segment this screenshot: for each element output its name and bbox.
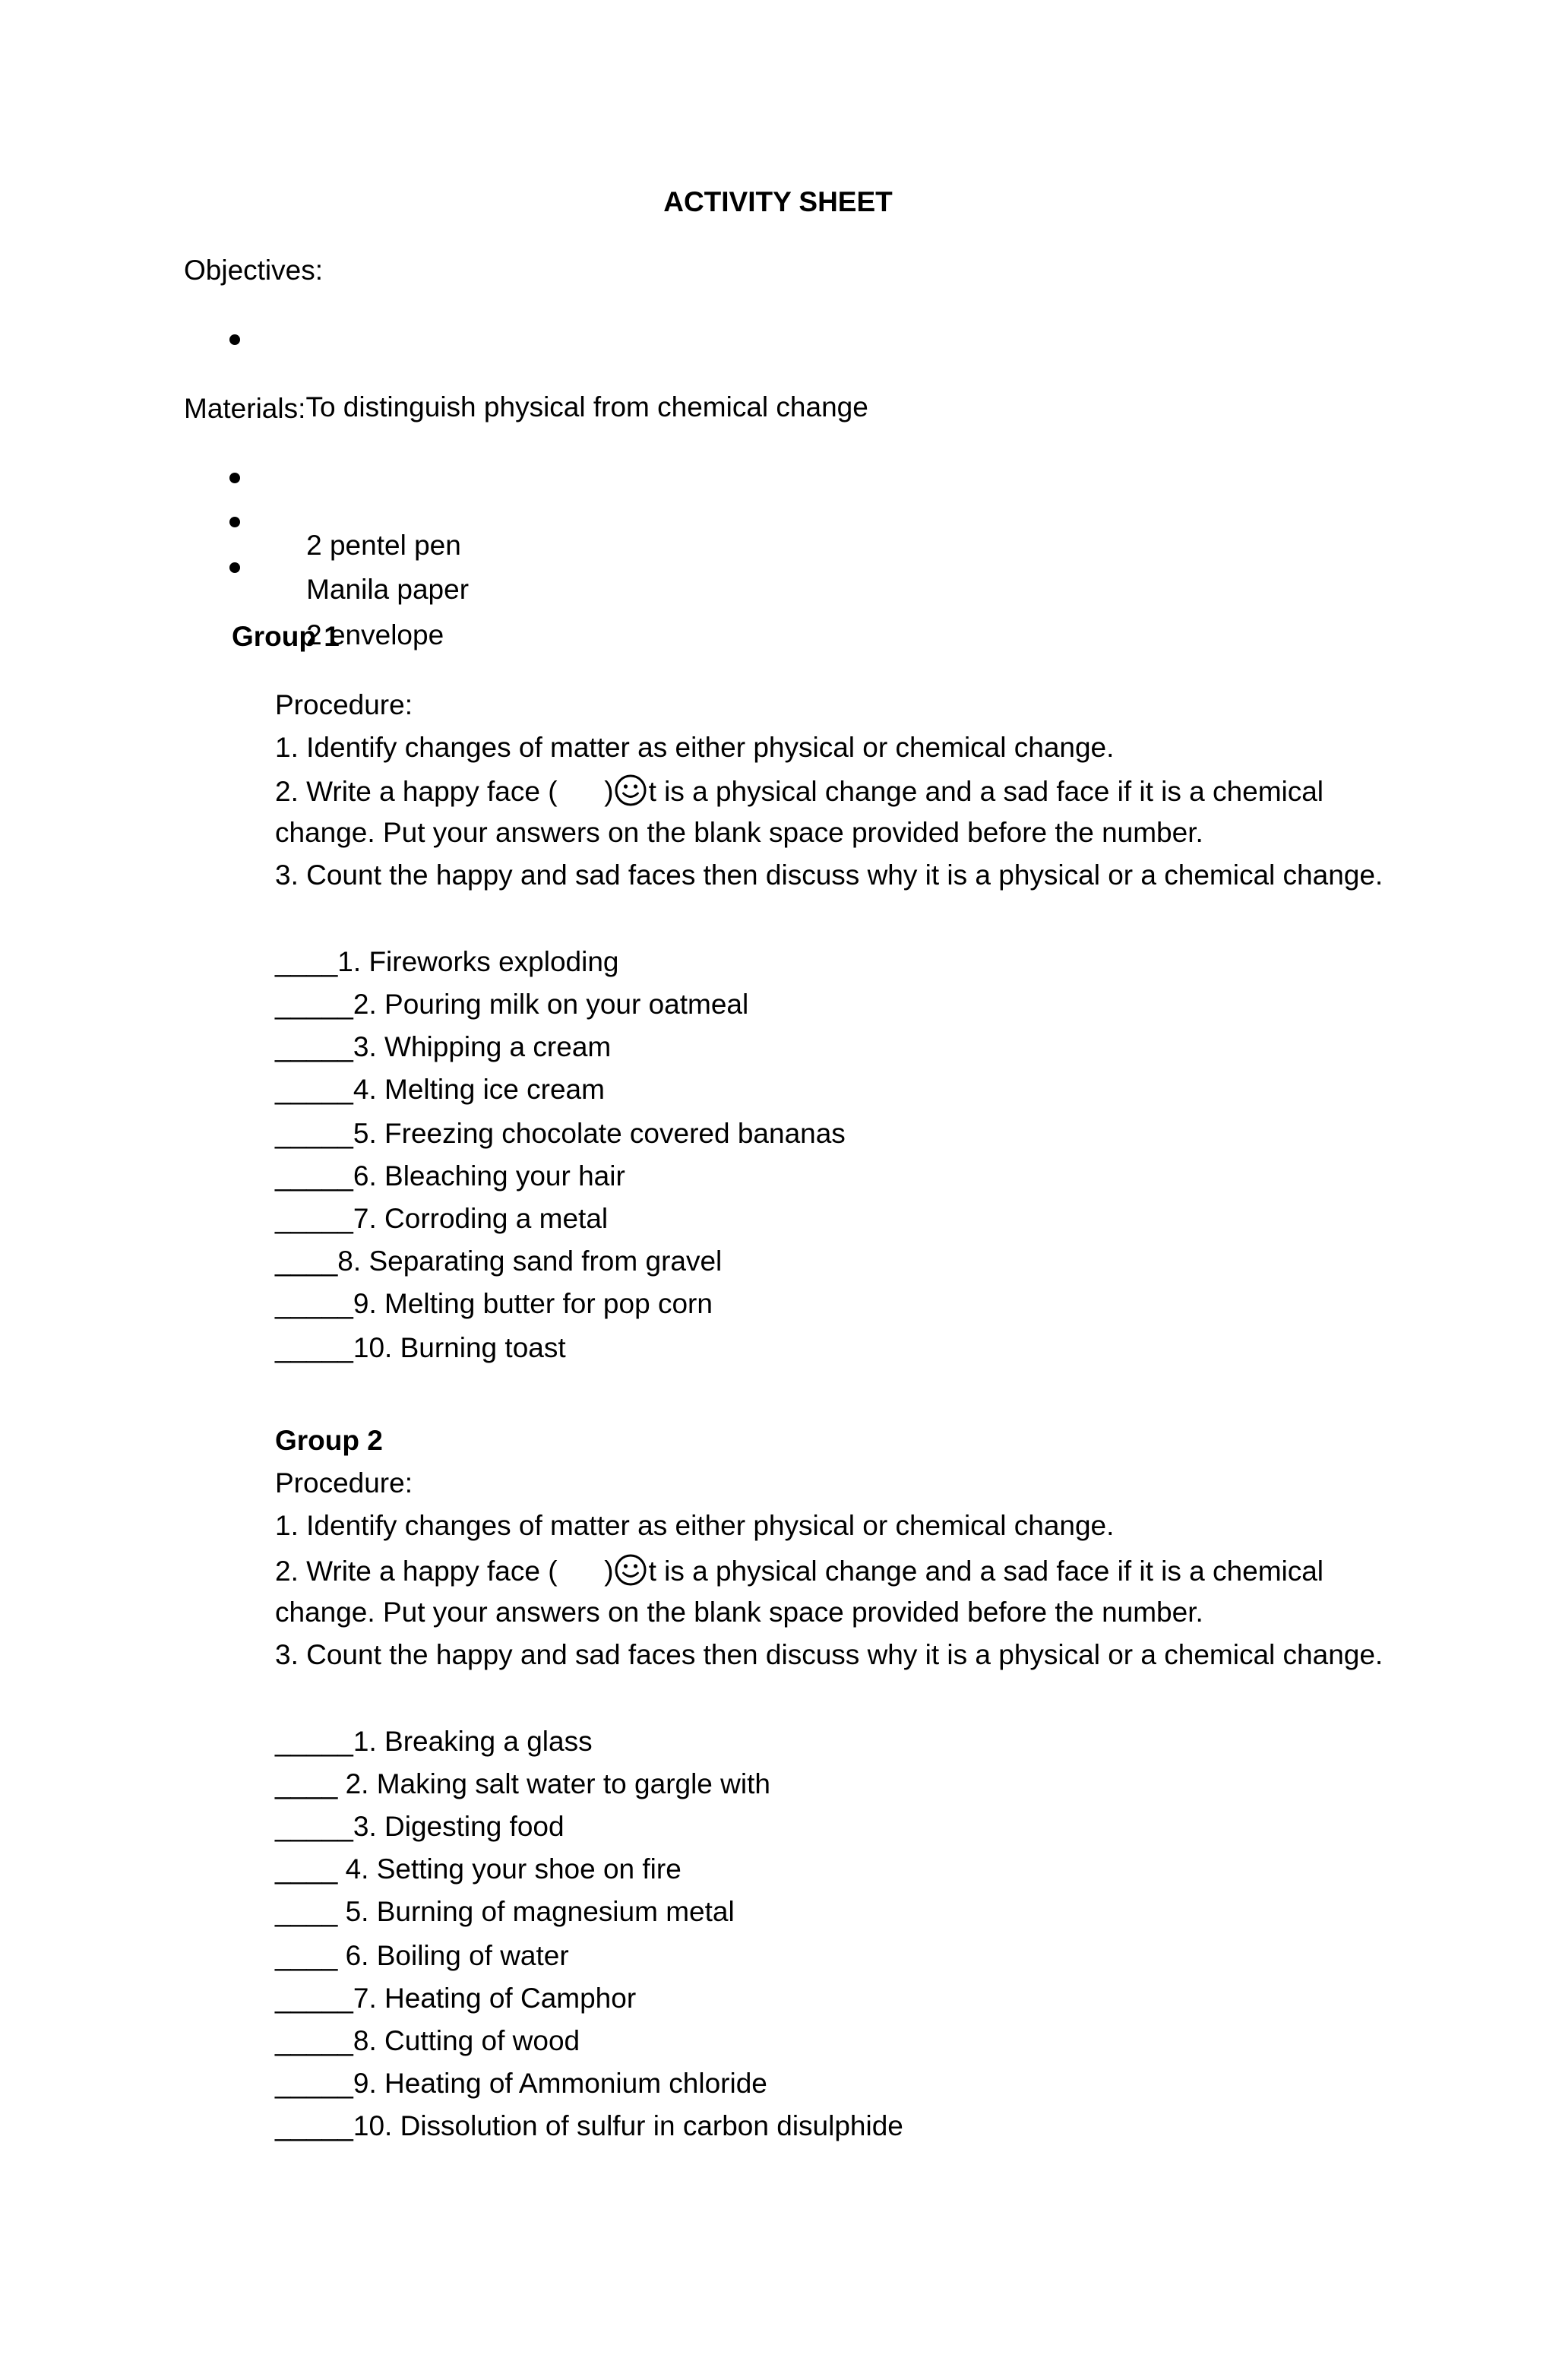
step2-part-a: 2. Write a happy face ( ) [275, 1556, 614, 1587]
list-item: ____8. Separating sand from gravel [275, 1245, 723, 1277]
list-item: _____3. Whipping a cream [275, 1031, 612, 1062]
group2-step-2-cont: change. Put your answers on the blank space provided before the number. [275, 1597, 1203, 1628]
group2-step-3: 3. Count the happy and sad faces then discuss why it is a physical or a chemical change. [275, 1639, 1384, 1670]
group2-procedure-label: Procedure: [275, 1467, 413, 1499]
list-item: _____9. Heating of Ammonium chloride [275, 2068, 767, 2099]
step2-part-b: t is a physical change and a sad face if it is a chemical [648, 1556, 1324, 1587]
material-text: 2 pentel pen [306, 530, 461, 561]
step2-part-b: t is a physical change and a sad face if it is a chemical [648, 776, 1324, 807]
list-item: _____3. Digesting food [275, 1811, 565, 1842]
list-item: ____1. Fireworks exploding [275, 946, 619, 977]
bullet-icon [229, 562, 240, 573]
list-item: _____5. Freezing chocolate covered bananas [275, 1118, 846, 1149]
list-item: _____6. Bleaching your hair [275, 1160, 625, 1192]
smiley-face-icon [614, 774, 647, 807]
smiley-face-icon [614, 1553, 647, 1587]
list-item: _____7. Heating of Camphor [275, 1983, 637, 2014]
list-item: _____1. Breaking a glass [275, 1726, 593, 1757]
list-item: _____8. Cutting of wood [275, 2025, 580, 2056]
group1-procedure-label: Procedure: [275, 689, 413, 720]
group2-step-2 [275, 1553, 1324, 1588]
bullet-icon [229, 334, 240, 345]
list-item: _____10. Burning toast [275, 1332, 566, 1363]
group2-step-1: 1. Identify changes of matter as either physical or chemical change. [275, 1510, 1115, 1541]
bullet-icon [229, 473, 240, 483]
list-item: _____7. Corroding a metal [275, 1203, 609, 1234]
material-text: Manila paper [306, 574, 470, 605]
list-item: _____9. Melting butter for pop corn [275, 1288, 713, 1319]
materials-label: Materials: [184, 393, 306, 424]
list-item: _____10. Dissolution of sulfur in carbon disulphide [275, 2110, 903, 2141]
list-item: ____ 5. Burning of magnesium metal [275, 1896, 735, 1927]
group1-step-2-cont: change. Put your answers on the blank space provided before the number. [275, 817, 1203, 848]
list-item: ____ 2. Making salt water to gargle with [275, 1768, 770, 1799]
list-item: ____ 6. Boiling of water [275, 1940, 569, 1971]
group1-heading: Group 1 [232, 621, 340, 652]
bullet-icon [229, 517, 240, 527]
group1-step-2 [275, 774, 1324, 809]
step2-part-a: 2. Write a happy face ( ) [275, 776, 614, 807]
list-item: ____ 4. Setting your shoe on fire [275, 1853, 682, 1885]
page-title: ACTIVITY SHEET [663, 186, 893, 217]
list-item: _____2. Pouring milk on your oatmeal [275, 989, 749, 1020]
group1-step-1: 1. Identify changes of matter as either physical or chemical change. [275, 732, 1115, 763]
group2-heading: Group 2 [275, 1425, 383, 1456]
objective-text: To distinguish physical from chemical change [305, 391, 868, 423]
objective-item [275, 324, 868, 457]
material-item [275, 552, 444, 685]
objectives-label: Objectives: [184, 255, 324, 286]
material-text: 2 envelope [306, 619, 444, 650]
list-item: _____4. Melting ice cream [275, 1074, 605, 1105]
group1-step-3: 3. Count the happy and sad faces then discuss why it is a physical or a chemical change. [275, 859, 1384, 891]
